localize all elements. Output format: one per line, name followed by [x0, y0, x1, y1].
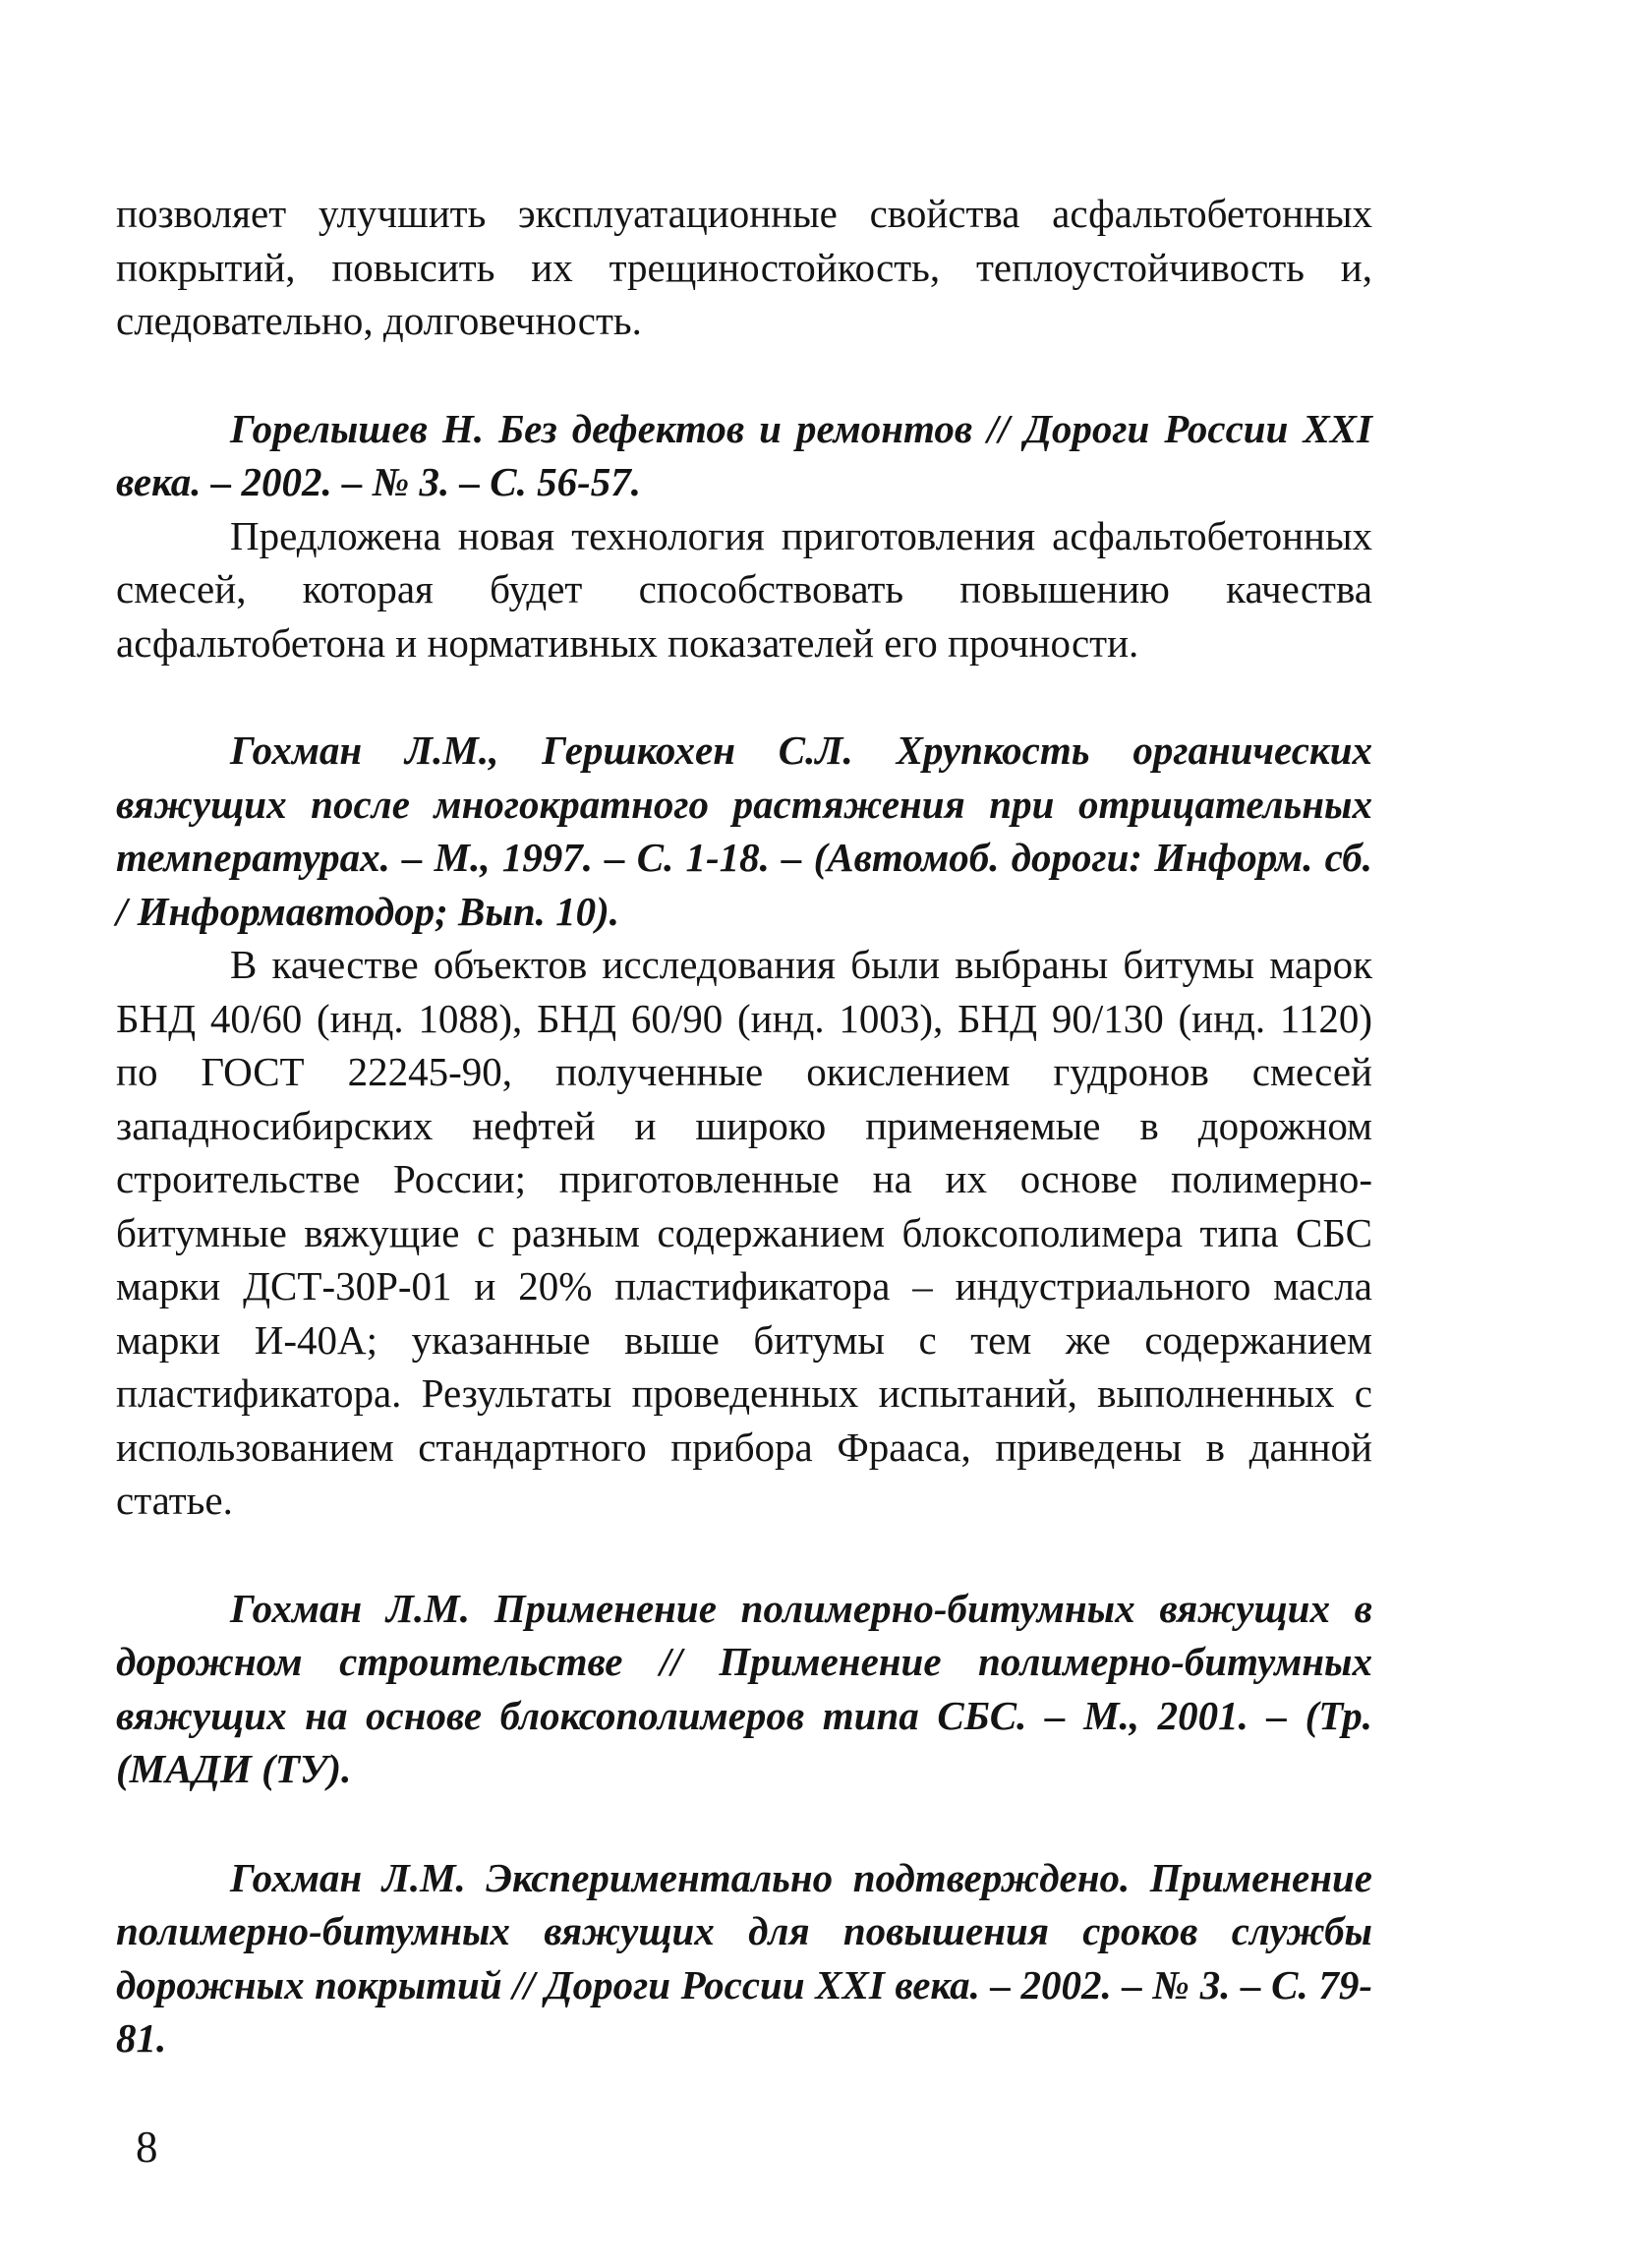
reference-entry-gokhman-gershkokhen: Гохман Л.М., Гершкохен С.Л. Хрупкость органических вяжущих после многократного растяжения при отрицательных температурах. – М., 1997. – С. 1-18. – (Автомоб. дороги: Информ. сб. / Информавтодор; Вып. 10). [116, 727, 1372, 934]
page-content [116, 187, 1372, 2065]
annotation-gorelyshev: Предложена новая технология приготовления асфальтобетонных смесей, которая будет способствовать повышению качества асфальтобетона и нормативных показателей его прочности. [116, 512, 1372, 666]
annotation-gokhman-gershkokhen: В качестве объектов исследования были выбраны битумы марок БНД 40/60 (инд. 1088), БНД 60/90 (инд. 1003), БНД 90/130 (инд. 1120) по ГОСТ 22245-90, полученные окислением гудронов смесей западносибирских нефтей и широко применяемые в дорожном строительстве России; приготовленные на их основе полимерно-битумные вяжущие с разным содержанием блоксополимера типа СБС марки ДСТ-30Р-01 и 20% пластификатора – индустриального масла марки И-40А; указанные выше битумы с тем же содержанием пластификатора. Результаты проведенных испытаний, выполненных с использованием стандартного прибора Фрааса, приведены в данной статье. [116, 942, 1372, 1523]
reference-entry-gokhman-primenenie: Гохман Л.М. Применение полимерно-битумных вяжущих в дорожном строительстве // Применение полимерно-битумных вяжущих на основе блоксополимеров типа СБС. – М., 2001. – (Тр. (МАДИ (ТУ). [116, 1585, 1372, 1791]
reference-entry-gokhman-eksperimentalno: Гохман Л.М. Экспериментально подтверждено. Применение полимерно-битумных вяжущих для повышения сроков службы дорожных покрытий // Дороги России XXI века. – 2002. – № 3. – С. 79-81. [116, 1854, 1372, 2061]
reference-entry-gorelyshev: Горелышев Н. Без дефектов и ремонтов // Дороги России XXI века. – 2002. – № 3. – С. 56-57. [116, 405, 1372, 504]
body-paragraph-continuation: позволяет улучшить эксплуатационные свойства асфальтобетонных покрытий, повысить их трещиностойкость, теплоустойчивость и, следовательно, долговечность. [116, 191, 1372, 343]
page-number: 8 [136, 2123, 158, 2172]
